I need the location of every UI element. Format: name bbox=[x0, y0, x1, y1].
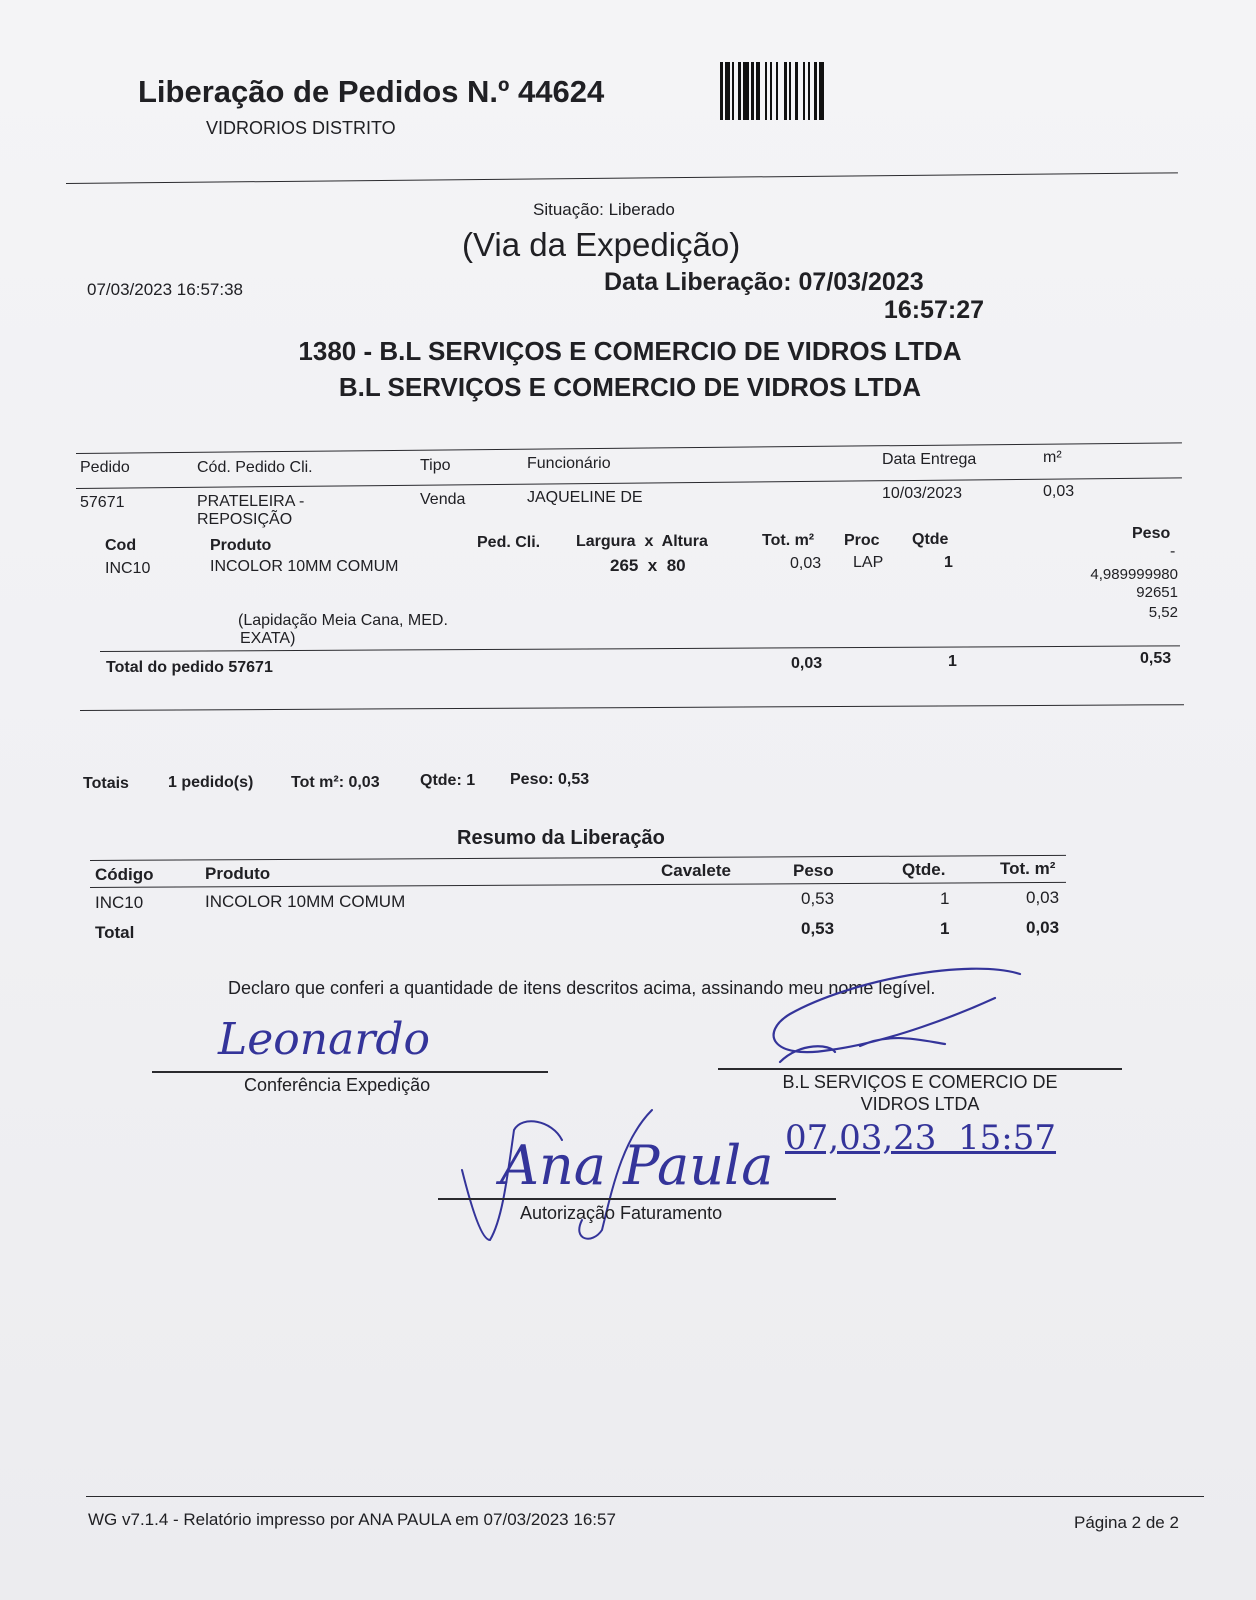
footer-page-number: Página 2 de 2 bbox=[1074, 1513, 1179, 1532]
resumo-col-cavalete: Cavalete bbox=[661, 861, 731, 880]
barcode bbox=[720, 62, 920, 124]
store-name: VIDRORIOS DISTRITO bbox=[206, 118, 396, 138]
col-pedido: Pedido bbox=[80, 459, 130, 476]
item-qtde: 1 bbox=[944, 554, 953, 571]
client-line-2: B.L SERVIÇOS E COMERCIO DE VIDROS LTDA bbox=[338, 372, 922, 402]
order-total-qtde: 1 bbox=[948, 653, 957, 670]
resumo-produto: INCOLOR 10MM COMUM bbox=[205, 892, 406, 911]
resumo-total-peso: 0,53 bbox=[801, 919, 835, 938]
resumo-col-qtde: Qtde. bbox=[902, 860, 946, 879]
item-produto: INCOLOR 10MM COMUM bbox=[210, 558, 399, 575]
order-total-label: Total do pedido 57671 bbox=[106, 659, 273, 676]
release-time: 16:57:27 bbox=[883, 296, 984, 324]
col-funcionario: Funcionário bbox=[527, 455, 611, 472]
item-cod: INC10 bbox=[105, 560, 151, 577]
conferencia-label: Conferência Expedição bbox=[244, 1075, 431, 1095]
via-label: (Via da Expedição) bbox=[462, 226, 741, 263]
order-client-code-2: REPOSIÇÃO bbox=[197, 511, 293, 528]
order-client-code-1: PRATELEIRA - bbox=[197, 493, 305, 510]
item-note-line-1: (Lapidação Meia Cana, MED. bbox=[238, 612, 448, 629]
client-label-1: B.L SERVIÇOS E COMERCIO DE bbox=[782, 1072, 1058, 1092]
col-produto: Produto bbox=[210, 537, 272, 554]
item-note-line-2: EXATA) bbox=[240, 630, 296, 647]
conferencia-signature-line bbox=[152, 1071, 548, 1073]
col-data-entrega: Data Entrega bbox=[882, 451, 977, 468]
item-peso-line-2: 92651 bbox=[1136, 584, 1178, 601]
item-peso-line-3: 5,52 bbox=[1148, 604, 1178, 621]
order-data-entrega: 10/03/2023 bbox=[882, 485, 963, 502]
col-largura-altura: Largura x Altura bbox=[576, 533, 708, 550]
footer-printed-by: WG v7.1.4 - Relatório impresso por ANA PAULA em 07/03/2023 16:57 bbox=[88, 1510, 616, 1529]
totals-m2: Tot m²: 0,03 bbox=[291, 774, 380, 791]
autorizacao-signature-line bbox=[438, 1198, 836, 1200]
resumo-total-tot-m2: 0,03 bbox=[1026, 918, 1060, 937]
autorizacao-label: Autorização Faturamento bbox=[520, 1203, 723, 1223]
resumo-codigo: INC10 bbox=[95, 893, 144, 912]
resumo-total-label: Total bbox=[95, 923, 135, 942]
resumo-title: Resumo da Liberação bbox=[457, 827, 665, 849]
item-dimensions: 265 x 80 bbox=[610, 556, 686, 575]
declaration-text: Declaro que conferi a quantidade de itens descritos acima, assinando meu nome legível. bbox=[228, 978, 936, 998]
resumo-total-qtde: 1 bbox=[940, 919, 950, 938]
col-tot-m2: Tot. m² bbox=[762, 532, 815, 549]
order-table-top-rule bbox=[76, 442, 1182, 454]
col-cod-pedido-cli: Cód. Pedido Cli. bbox=[197, 459, 313, 476]
resumo-tot-m2: 0,03 bbox=[1026, 888, 1060, 907]
resumo-qtde: 1 bbox=[940, 889, 950, 908]
resumo-col-produto: Produto bbox=[205, 864, 271, 883]
order-funcionario: JAQUELINE DE bbox=[527, 489, 643, 506]
totals-label: Totais bbox=[83, 775, 129, 792]
client-line-1: 1380 - B.L SERVIÇOS E COMERCIO DE VIDROS LTDA bbox=[298, 336, 962, 366]
resumo-col-peso: Peso bbox=[793, 861, 834, 880]
client-signature-line bbox=[718, 1068, 1122, 1070]
status-text: Situação: Liberado bbox=[533, 200, 675, 219]
conferencia-signature: Leonardo bbox=[218, 1014, 431, 1065]
resumo-col-tot-m2: Tot. m² bbox=[1000, 859, 1056, 878]
order-m2: 0,03 bbox=[1043, 483, 1075, 500]
totals-pedidos: 1 pedido(s) bbox=[168, 774, 254, 791]
autorizacao-signature-stroke bbox=[452, 1100, 732, 1250]
resumo-peso: 0,53 bbox=[801, 889, 835, 908]
col-qtde: Qtde bbox=[912, 531, 949, 548]
release-date: Data Liberação: 07/03/2023 bbox=[604, 268, 924, 296]
handwritten-date: 07,03,23 15:57 bbox=[785, 1118, 1057, 1158]
resumo-col-codigo: Código bbox=[95, 865, 154, 884]
totals-peso: Peso: 0,53 bbox=[510, 771, 590, 788]
col-tipo: Tipo bbox=[420, 457, 451, 474]
col-peso: Peso bbox=[1132, 525, 1171, 542]
col-proc: Proc bbox=[844, 532, 880, 549]
order-number: 57671 bbox=[80, 494, 125, 511]
order-total-peso: 0,53 bbox=[1140, 650, 1172, 667]
footer-rule bbox=[86, 1496, 1204, 1497]
item-proc: LAP bbox=[853, 554, 884, 571]
col-cod: Cod bbox=[105, 537, 137, 554]
order-header-rule bbox=[76, 477, 1182, 489]
client-signature bbox=[720, 962, 1050, 1072]
order-table-bottom-rule bbox=[80, 704, 1184, 711]
order-total-m2: 0,03 bbox=[791, 655, 823, 672]
autorizacao-signature: Ana Paula bbox=[500, 1134, 774, 1197]
item-tot-m2: 0,03 bbox=[790, 555, 822, 572]
header-rule bbox=[66, 172, 1178, 184]
col-ped-cli: Ped. Cli. bbox=[477, 534, 541, 551]
document-title: Liberação de Pedidos N.º 44624 bbox=[138, 74, 605, 109]
client-label-2: VIDROS LTDA bbox=[860, 1094, 980, 1114]
col-m2: m² bbox=[1043, 449, 1062, 466]
item-peso-line-1: 4,989999980 bbox=[1090, 566, 1178, 583]
totals-qtde: Qtde: 1 bbox=[420, 772, 476, 789]
item-peso-dash: - bbox=[1170, 543, 1176, 560]
printed-datetime: 07/03/2023 16:57:38 bbox=[87, 280, 243, 299]
order-tipo: Venda bbox=[420, 491, 466, 508]
